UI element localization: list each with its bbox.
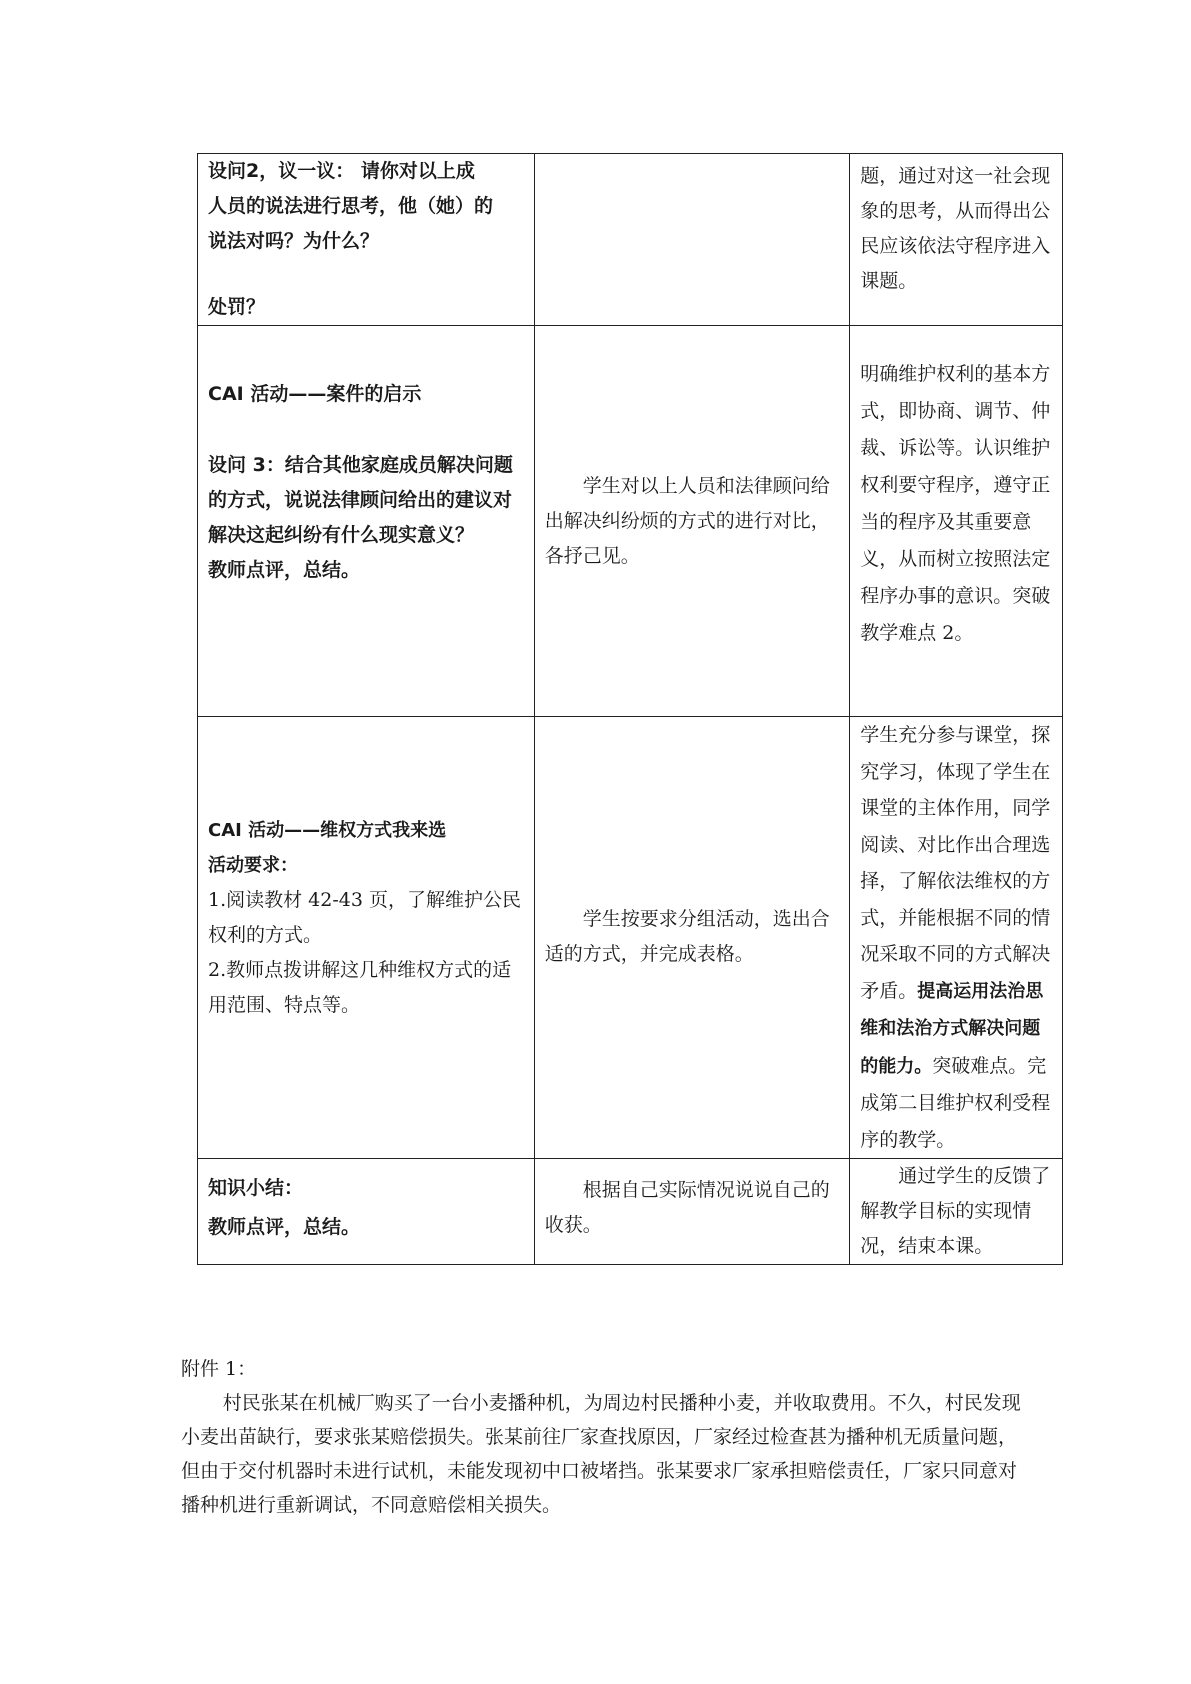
- teacher-comment: 教师点评，总结。: [208, 559, 361, 581]
- design-intent-text: 明确维护权利的基本方式，即协商、调节、仲裁、诉讼等。认识维护权利要守程序，遵守正当的程序及其重要意义，从而树立按照法定程序办事的意识。突破教学难点 2。: [860, 363, 1051, 644]
- lesson-plan-table: [197, 153, 1063, 1265]
- requirements-label: 活动要求：: [208, 855, 298, 876]
- student-activity-cell: [534, 326, 850, 717]
- table-row: [198, 154, 1063, 326]
- teacher-activity-cell: [198, 717, 535, 1159]
- question-2-line-2: 人员的说法进行思考，他（她）的: [208, 195, 494, 217]
- student-activity-cell: [534, 717, 850, 1159]
- question-3: 设问 3：结合其他家庭成员解决问题的方式，说说法律顾问给出的建议对解决这起纠纷有什么现实意义？: [208, 454, 513, 546]
- appendix-body: 村民张某在机械厂购买了一台小麦播种机，为周边村民播种小麦，并收取费用。不久，村民发现小麦出苗缺行，要求张某赔偿损失。张某前往厂家查找原因，厂家经过检查甚为播种机无质量问题，但由于交付机器时未进行试机，未能发现初中口被堵挡。张某要求厂家承担赔偿责任，厂家只同意对播种机进行重新调试，不同意赔偿相关损失。: [181, 1392, 1021, 1516]
- appendix-title: 附件 1：: [181, 1358, 257, 1380]
- teacher-activity-cell: [198, 154, 535, 326]
- requirement-item-1: 1.阅读教材 42-43 页，了解维护公民权利的方式。: [208, 889, 521, 946]
- student-activity-cell: [534, 1159, 850, 1265]
- design-intent-cell: [850, 326, 1063, 717]
- activity-title: CAI 活动——案件的启示: [208, 383, 422, 405]
- table-row: [198, 1159, 1063, 1265]
- design-intent-cell: [850, 154, 1063, 326]
- summary-label: 知识小结：: [208, 1177, 304, 1199]
- question-2-line-5: 处罚？: [208, 296, 266, 318]
- design-intent-cell: [850, 1159, 1063, 1265]
- teacher-comment: 教师点评，总结。: [208, 1216, 361, 1238]
- design-intent-text-after: 突破难点。完成第二目维护权利受程序的教学。: [860, 1054, 1051, 1151]
- requirement-item-2: 2.教师点拨讲解这几种维权方式的适用范围、特点等。: [208, 959, 512, 1016]
- question-2-line-3: 说法对吗？为什么？: [208, 230, 380, 252]
- table-row: [198, 717, 1063, 1159]
- design-intent-text: 学生充分参与课堂，探究学习，体现了学生在课堂的主体作用，同学阅读、对比作出合理选择，了解依法维权的方式，并能根据不同的情况采取不同的方式解决矛盾。: [860, 724, 1051, 1002]
- question-2-line-1: 设问2，议一议： 请你对以上成: [208, 160, 475, 182]
- table-row: [198, 326, 1063, 717]
- student-activity-text: 学生按要求分组活动，选出合适的方式，并完成表格。: [544, 908, 830, 965]
- student-activity-cell: [534, 154, 850, 326]
- design-intent-bold-text: 提高运用法治思维和法治方式解决问题的能力。: [860, 980, 1044, 1077]
- design-intent-cell: [850, 717, 1063, 1159]
- appendix-section: [181, 1352, 1031, 1522]
- student-activity-text: 学生对以上人员和法律顾问给出解决纠纷烦的方式的进行对比，各抒己见。: [544, 475, 830, 567]
- teacher-activity-cell: [198, 1159, 535, 1265]
- design-intent-text: 题，通过对这一社会现象的思考，从而得出公民应该依法守程序进入课题。: [860, 165, 1051, 292]
- student-activity-text: 根据自己实际情况说说自己的收获。: [544, 1179, 830, 1236]
- activity-title: CAI 活动——维权方式我来选: [208, 820, 447, 841]
- design-intent-text: 通过学生的反馈了解教学目标的实现情况，结束本课。: [860, 1165, 1051, 1257]
- teacher-activity-cell: [198, 326, 535, 717]
